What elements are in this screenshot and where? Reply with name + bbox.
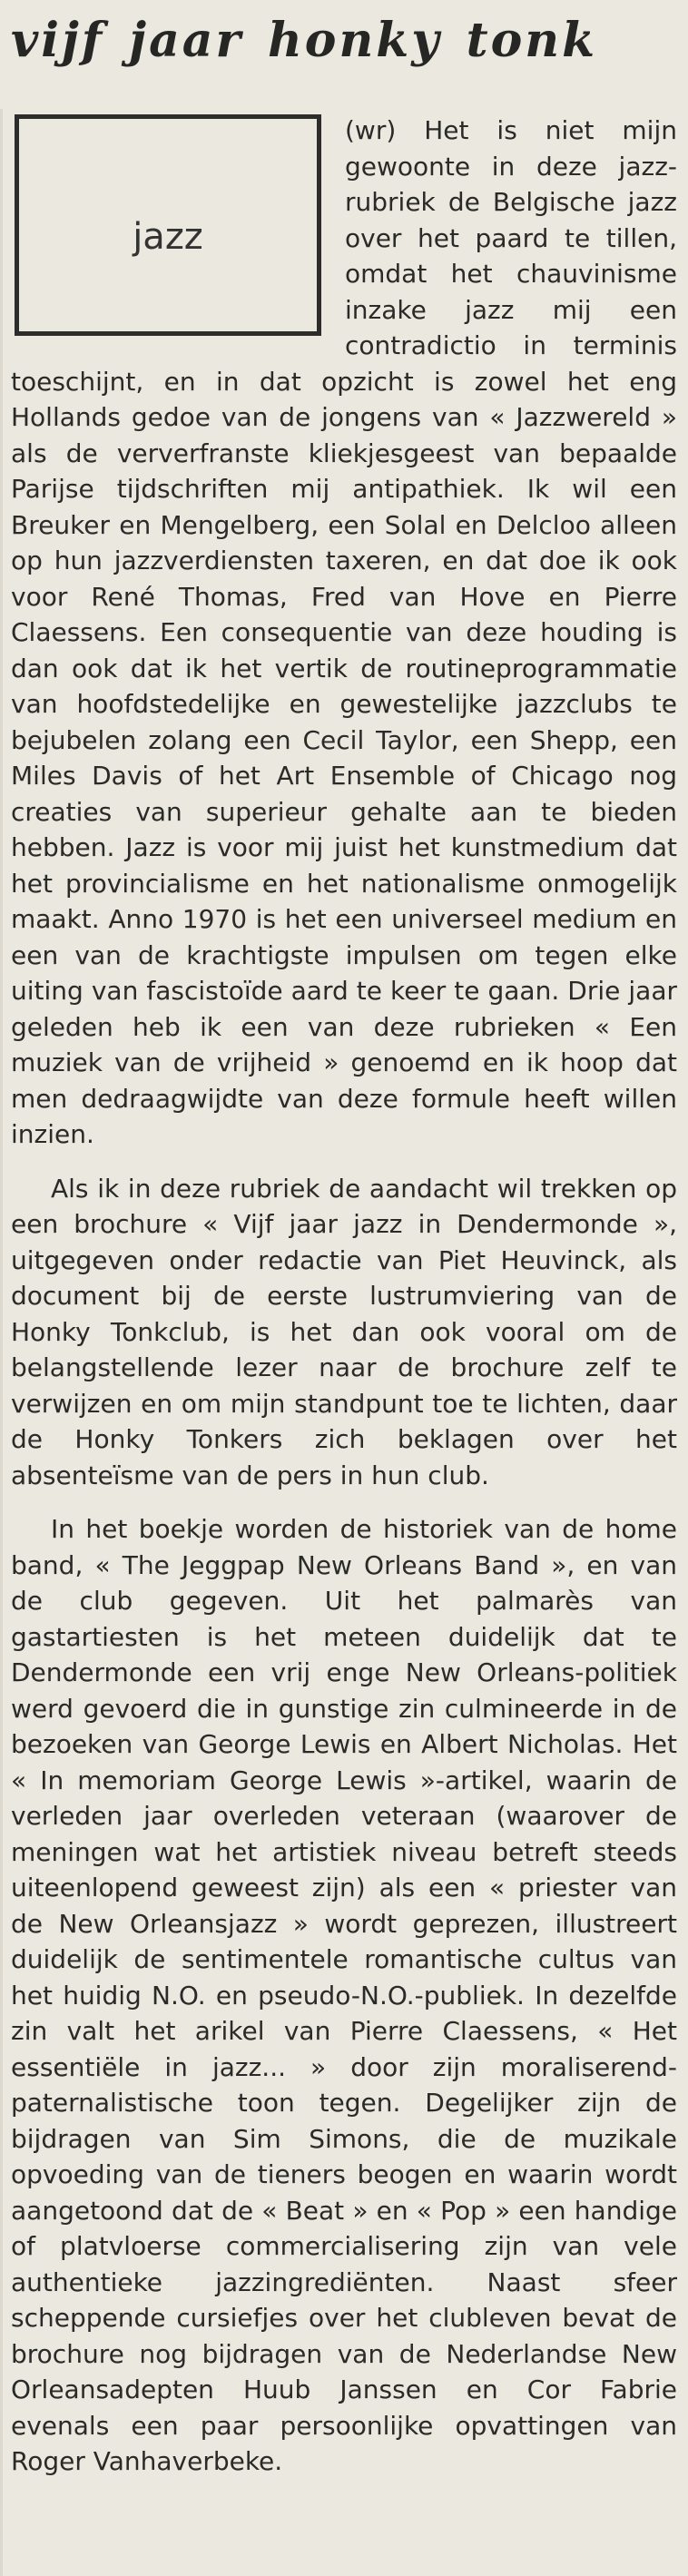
article-paragraph-1: (wr) Het is niet mijn gewoonte in deze jazz-rubriek de Belgische jazz over het paard te tillen, omdat het chauvinisme inzake jazz mij een contradictio in terminis toeschijnt, en in dat opzicht is zowel het eng Hollands gedoe van de jongens van « Jazzwereld » als de ververfranste kliekjesgeest van bepaalde Parijse tijdschriften mij antipathiek. Ik wil een Breuker en Mengelberg, een Solal en Delcloo alleen op hun jazzverdiensten taxeren, en dat doe ik ook voor René Thomas, Fred van Hove en Pierre Claessens. Een consequentie van deze houding is dan ook dat ik het vertik de routineprogrammatie van hoofdstedelijke en gewestelijke jazzclubs te bejubelen zolang een Cecil Taylor, een Shepp, een Miles Davis of het Art Ensemble of Chicago nog creaties van superieur gehalte aan te bieden hebben. Jazz is voor mij juist het kunstmedium dat het provincialisme en het nationalisme onmogelijk maakt. Anno 1970 is het een universeel medium en een van de krachtigste impulsen om tegen elke uiting van fascistoïde aard te keer te gaan. Drie jaar geleden heb ik een van deze rubrieken « Een muziek van de vrijheid » genoemd en ik hoop dat men dedraagwijdte van deze formule heeft willen inzien. (11, 115, 677, 1149)
rubric-label: jazz (133, 216, 203, 258)
article-headline: vijf jaar honky tonk (11, 13, 598, 68)
clipping-edge-shadow (0, 109, 3, 2576)
article-paragraph-3: In het boekje worden de historiek van de home band, « The Jeggpap New Orleans Band », en van de club gegeven. Uit het palmarès van gastartiesten is het meteen duidelijk dat te Dendermonde een vrij enge New Orleans-politiek werd gevoerd die in gunstige zin culmineerde in de bezoeken van George Lewis en Albert Nicholas. Het « In memoriam George Lewis »-artikel, waarin de verleden jaar overleden veteraan (waarover de meningen wat het artistiek niveau betreft steeds uiteenlopend geweest zijn) als een « priester van de New Orleansjazz » wordt geprezen, illustreert duidelijk de sentimentele romantische cultus van het huidig N.O. en pseudo-N.O.-publiek. In dezelfde zin valt het arikel van Pierre Claessens, « Het essentiële in jazz... » door zijn moraliserend-paternalistische toon tegen. Degelijker zijn de bijdragen van Sim Simons, die de muzikale opvoeding van de tieners beogen en waarin wordt aangetoond dat de « Beat » en « Pop » een handige of platvloerse commercialisering zijn van vele authentieke jazzingrediënten. Naast sfeer scheppende cursiefjes over het clubleven bevat de brochure nog bijdragen van de Nederlandse New Orleansadepten Huub Janssen en Cor Fabrie evenals een paar persoonlijke opvattingen van Roger Vanhaverbeke. (11, 1514, 677, 2476)
article-paragraph-2: Als ik in deze rubriek de aandacht wil trekken op een brochure « Vijf jaar jazz in Dendermonde », uitgegeven onder redactie van Piet Heuvinck, als document bij de eerste lustrumviering van de Honky Tonkclub, is het dan ook vooral om de belangstellende lezer naar de brochure zelf te verwijzen en om mijn standpunt toe te lichten, daar de Honky Tonkers zich beklagen over het absenteïsme van de pers in hun club. (11, 1173, 677, 1490)
rubric-box-spacer (11, 113, 345, 359)
article-body (11, 113, 677, 2480)
